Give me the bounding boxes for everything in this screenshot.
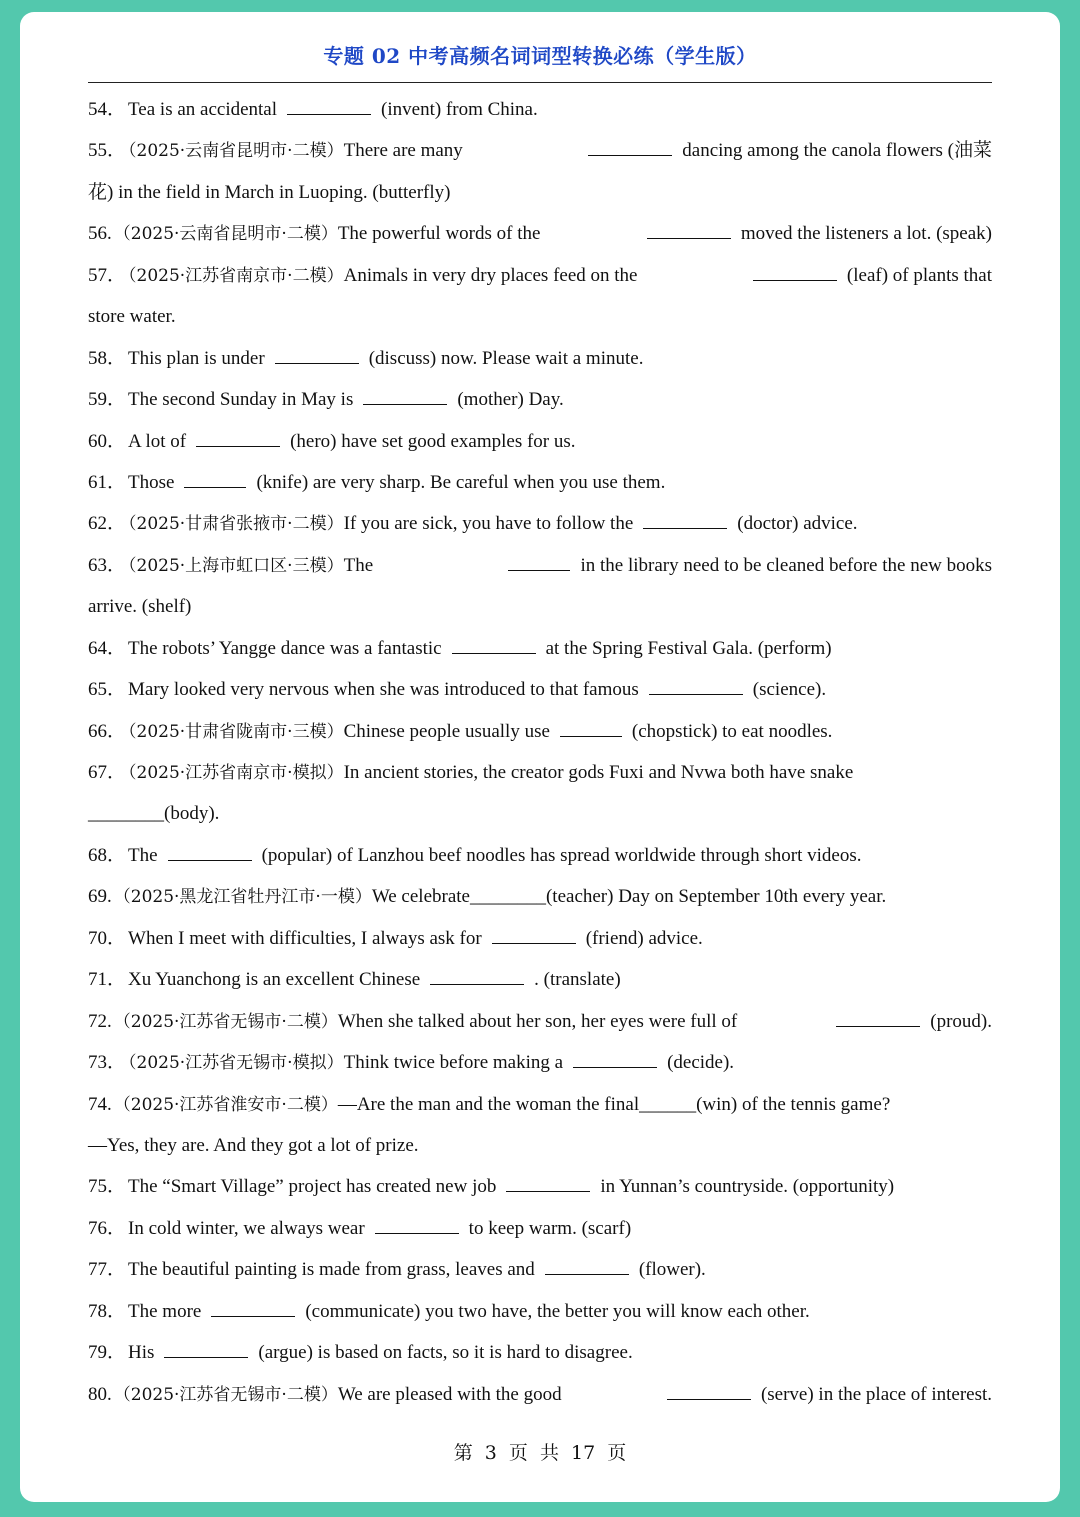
exercise-number: 61． bbox=[88, 471, 127, 493]
exercise-number: 58． bbox=[88, 347, 127, 369]
answer-blank[interactable] bbox=[506, 1169, 590, 1192]
exercise-text-b: in Yunnan’s countryside. (opportunity) bbox=[600, 1176, 895, 1198]
answer-blank[interactable] bbox=[560, 714, 622, 737]
exercise-text-a: The bbox=[128, 844, 158, 866]
exercise-item bbox=[88, 752, 992, 793]
exercise-text-a: When she talked about her son, her eyes were full of bbox=[337, 1010, 738, 1032]
exercise-source: （2025·甘肃省张掖市·二模） bbox=[128, 514, 344, 535]
exercise-text-b: (communicate) you two have, the better you will know each other. bbox=[305, 1300, 810, 1322]
exercise-text-a: Mary looked very nervous when she was introduced to that famous bbox=[128, 679, 639, 701]
exercise-lead bbox=[88, 213, 540, 254]
answer-blank[interactable] bbox=[375, 1211, 459, 1234]
exercise-item bbox=[88, 1001, 992, 1042]
exercise-number: 60． bbox=[88, 430, 127, 452]
exercise-text-b: (invent) from China. bbox=[381, 99, 538, 120]
exercise-number: 57． bbox=[88, 264, 127, 286]
exercise-text-b: at the Spring Festival Gala. (perform) bbox=[545, 637, 832, 659]
exercise-item bbox=[88, 545, 992, 586]
exercise-number: 72. bbox=[88, 1010, 112, 1032]
exercise-list bbox=[88, 89, 992, 1415]
document-page bbox=[20, 12, 1060, 1502]
exercise-text-a: Xu Yuanchong is an excellent Chinese bbox=[128, 969, 421, 991]
exercise-text-b: (doctor) advice. bbox=[737, 513, 858, 535]
exercise-source: （2025·黑龙江省牡丹江市·一模） bbox=[113, 887, 372, 908]
exercise-lead bbox=[88, 1374, 562, 1415]
exercise-number: 78． bbox=[88, 1300, 127, 1322]
exercise-text-b: (popular) of Lanzhou beef noodles has spread worldwide through short videos. bbox=[261, 844, 862, 866]
exercise-text-a: In ancient stories, the creator gods Fuxi and Nvwa both have snake bbox=[343, 762, 854, 783]
exercise-lead bbox=[88, 255, 637, 296]
exercise-number: 75． bbox=[88, 1176, 127, 1198]
answer-blank[interactable] bbox=[363, 382, 447, 405]
exercise-number: 80. bbox=[88, 1383, 112, 1405]
exercise-number: 68． bbox=[88, 844, 127, 866]
exercise-number: 69. bbox=[88, 886, 112, 908]
exercise-number: 70． bbox=[88, 927, 127, 949]
answer-blank[interactable] bbox=[649, 672, 743, 695]
exercise-continuation: ________(body). bbox=[88, 803, 220, 825]
answer-blank[interactable] bbox=[588, 133, 672, 156]
exercise-tail bbox=[743, 255, 992, 296]
exercise-text-b: (proud). bbox=[930, 1010, 992, 1032]
exercise-text-b: to keep warm. (scarf) bbox=[468, 1217, 632, 1239]
answer-blank[interactable] bbox=[573, 1045, 657, 1068]
exercise-item bbox=[88, 918, 992, 959]
exercise-tail bbox=[578, 130, 992, 171]
exercise-text-a: The second Sunday in May is bbox=[128, 389, 354, 411]
exercise-text-a: The powerful words of the bbox=[337, 223, 541, 245]
answer-blank[interactable] bbox=[452, 631, 536, 654]
exercise-lead bbox=[88, 1001, 737, 1042]
exercise-text-b: (discuss) now. Please wait a minute. bbox=[368, 347, 644, 369]
answer-blank[interactable] bbox=[287, 92, 371, 115]
exercise-number: 56. bbox=[88, 223, 112, 245]
exercise-source: （2025·上海市虹口区·三模） bbox=[128, 555, 344, 576]
exercise-source: （2025·江苏省无锡市·二模） bbox=[113, 1011, 338, 1032]
answer-blank[interactable] bbox=[492, 921, 576, 944]
exercise-text-a: The bbox=[343, 554, 374, 576]
exercise-lead bbox=[88, 130, 463, 171]
exercise-text-a: A lot of bbox=[128, 430, 187, 452]
exercise-number: 62． bbox=[88, 513, 127, 535]
exercise-text-a: We celebrate________(teacher) Day on September 10th every year. bbox=[371, 886, 887, 908]
exercise-text-b: in the library need to be cleaned before the new books bbox=[580, 554, 992, 576]
exercise-source: （2025·江苏省南京市·模拟） bbox=[128, 763, 344, 783]
exercise-item bbox=[88, 1166, 992, 1207]
exercise-source: （2025·江苏省南京市·二模） bbox=[128, 265, 344, 286]
exercise-continuation: arrive. (shelf) bbox=[88, 596, 192, 618]
exercise-text-b: (mother) Day. bbox=[457, 389, 564, 411]
exercise-item bbox=[88, 1042, 992, 1083]
answer-blank[interactable] bbox=[643, 506, 727, 529]
exercise-tail bbox=[657, 1374, 992, 1415]
exercise-item bbox=[88, 1208, 992, 1249]
exercise-number: 59． bbox=[88, 389, 127, 411]
exercise-item bbox=[88, 669, 992, 710]
exercise-text-b: (knife) are very sharp. Be careful when you use them. bbox=[256, 471, 666, 493]
answer-blank[interactable] bbox=[196, 424, 280, 447]
exercise-item bbox=[88, 379, 992, 420]
exercise-number: 76． bbox=[88, 1217, 127, 1239]
exercise-item bbox=[88, 130, 992, 171]
page-header-title: 专题 02 中考高频名词词型转换必练（学生版） bbox=[323, 44, 757, 68]
exercise-text-a: We are pleased with the good bbox=[337, 1383, 562, 1405]
exercise-text-a: Animals in very dry places feed on the bbox=[343, 264, 638, 286]
exercise-text-a: Those bbox=[128, 471, 175, 493]
exercise-item bbox=[88, 1374, 992, 1415]
exercise-item bbox=[88, 421, 992, 462]
answer-blank[interactable] bbox=[164, 1335, 248, 1358]
exercise-text-a: His bbox=[128, 1342, 155, 1364]
exercise-number: 79． bbox=[88, 1342, 127, 1364]
exercise-text-b: . (translate) bbox=[534, 969, 621, 991]
exercise-item bbox=[88, 711, 992, 752]
exercise-source: （2025·云南省昆明市·二模） bbox=[113, 224, 338, 245]
exercise-text-a: If you are sick, you have to follow the bbox=[343, 513, 634, 535]
exercise-text-a: —Are the man and the woman the final______(win) of the tennis game? bbox=[337, 1093, 891, 1115]
exercise-item bbox=[88, 1291, 992, 1332]
answer-blank[interactable] bbox=[508, 548, 570, 571]
exercise-number: 74. bbox=[88, 1093, 112, 1115]
exercise-source: （2025·云南省昆明市·二模） bbox=[128, 141, 344, 162]
answer-blank[interactable] bbox=[836, 1004, 920, 1027]
exercise-number: 54． bbox=[88, 99, 127, 120]
exercise-text-b: (chopstick) to eat noodles. bbox=[631, 720, 833, 742]
exercise-number: 77． bbox=[88, 1259, 127, 1281]
exercise-text-b: (hero) have set good examples for us. bbox=[290, 430, 576, 452]
exercise-item bbox=[88, 876, 992, 917]
exercise-item bbox=[88, 255, 992, 296]
exercise-item bbox=[88, 835, 992, 876]
exercise-text-b: (serve) in the place of interest. bbox=[760, 1383, 992, 1405]
exercise-text-a: The beautiful painting is made from grass, leaves and bbox=[128, 1259, 535, 1281]
exercise-lead bbox=[88, 545, 373, 586]
exercise-lead bbox=[88, 1084, 890, 1125]
exercise-text-a: In cold winter, we always wear bbox=[128, 1217, 365, 1239]
answer-blank[interactable] bbox=[545, 1252, 629, 1275]
exercise-text-a: The more bbox=[128, 1300, 202, 1322]
exercise-continuation: store water. bbox=[88, 306, 176, 328]
exercise-text-a: Think twice before making a bbox=[343, 1052, 564, 1074]
answer-blank[interactable] bbox=[430, 962, 524, 985]
exercise-text-a: This plan is under bbox=[128, 347, 265, 369]
exercise-number: 63． bbox=[88, 554, 127, 576]
answer-blank[interactable] bbox=[753, 258, 837, 281]
exercise-tail bbox=[826, 1001, 992, 1042]
exercise-text-b: (friend) advice. bbox=[585, 927, 703, 949]
exercise-number: 64． bbox=[88, 637, 127, 659]
exercise-number: 55． bbox=[88, 140, 127, 162]
exercise-text-a: There are many bbox=[343, 140, 463, 162]
exercise-text-a: The robots’ Yangge dance was a fantastic bbox=[128, 637, 442, 659]
exercise-text-b: dancing among the canola flowers (油菜 bbox=[682, 140, 992, 162]
exercise-source: （2025·江苏省无锡市·二模） bbox=[113, 1384, 338, 1405]
exercise-number: 73． bbox=[88, 1052, 127, 1074]
exercise-item bbox=[88, 628, 992, 669]
answer-blank[interactable] bbox=[275, 341, 359, 364]
answer-blank[interactable] bbox=[211, 1294, 295, 1317]
exercise-source: （2025·甘肃省陇南市·三模） bbox=[128, 721, 344, 742]
exercise-item bbox=[88, 1084, 992, 1125]
page-footer: 第 3 页 共 17 页 bbox=[453, 1442, 627, 1464]
exercise-number: 67． bbox=[88, 762, 127, 783]
exercise-text-b: (leaf) of plants that bbox=[846, 264, 992, 286]
exercise-item bbox=[88, 1249, 992, 1290]
exercise-number: 65． bbox=[88, 679, 127, 701]
answer-blank[interactable] bbox=[168, 838, 252, 861]
exercise-text-b: (flower). bbox=[638, 1259, 706, 1281]
exercise-text-b: (science). bbox=[752, 679, 827, 701]
exercise-number: 66． bbox=[88, 720, 127, 742]
exercise-text-b: moved the listeners a lot. (speak) bbox=[740, 223, 992, 245]
exercise-tail bbox=[498, 545, 992, 586]
exercise-text-a: Tea is an accidental bbox=[128, 99, 278, 120]
exercise-item bbox=[88, 503, 992, 544]
exercise-item bbox=[88, 213, 992, 254]
exercise-continuation: —Yes, they are. And they got a lot of prize. bbox=[88, 1134, 419, 1156]
exercise-text-a: When I meet with difficulties, I always ask for bbox=[128, 927, 482, 949]
exercise-item bbox=[88, 338, 992, 379]
exercise-item bbox=[88, 1332, 992, 1373]
exercise-source: （2025·江苏省无锡市·模拟） bbox=[128, 1053, 344, 1074]
exercise-item bbox=[88, 89, 992, 130]
answer-blank[interactable] bbox=[667, 1377, 751, 1400]
exercise-text-a: The “Smart Village” project has created new job bbox=[128, 1176, 497, 1198]
answer-blank[interactable] bbox=[184, 465, 246, 488]
exercise-tail bbox=[637, 213, 992, 254]
exercise-text-b: (decide). bbox=[667, 1052, 735, 1074]
exercise-number: 71． bbox=[88, 969, 127, 991]
answer-blank[interactable] bbox=[647, 216, 731, 239]
exercise-continuation: 花) in the field in March in Luoping. (butterfly) bbox=[88, 181, 451, 203]
header-rule bbox=[88, 82, 992, 83]
exercise-item bbox=[88, 462, 992, 503]
exercise-source: （2025·江苏省淮安市·二模） bbox=[113, 1094, 338, 1115]
exercise-item bbox=[88, 959, 992, 1000]
exercise-text-b: (argue) is based on facts, so it is hard to disagree. bbox=[258, 1342, 633, 1364]
exercise-text-a: Chinese people usually use bbox=[343, 720, 550, 742]
